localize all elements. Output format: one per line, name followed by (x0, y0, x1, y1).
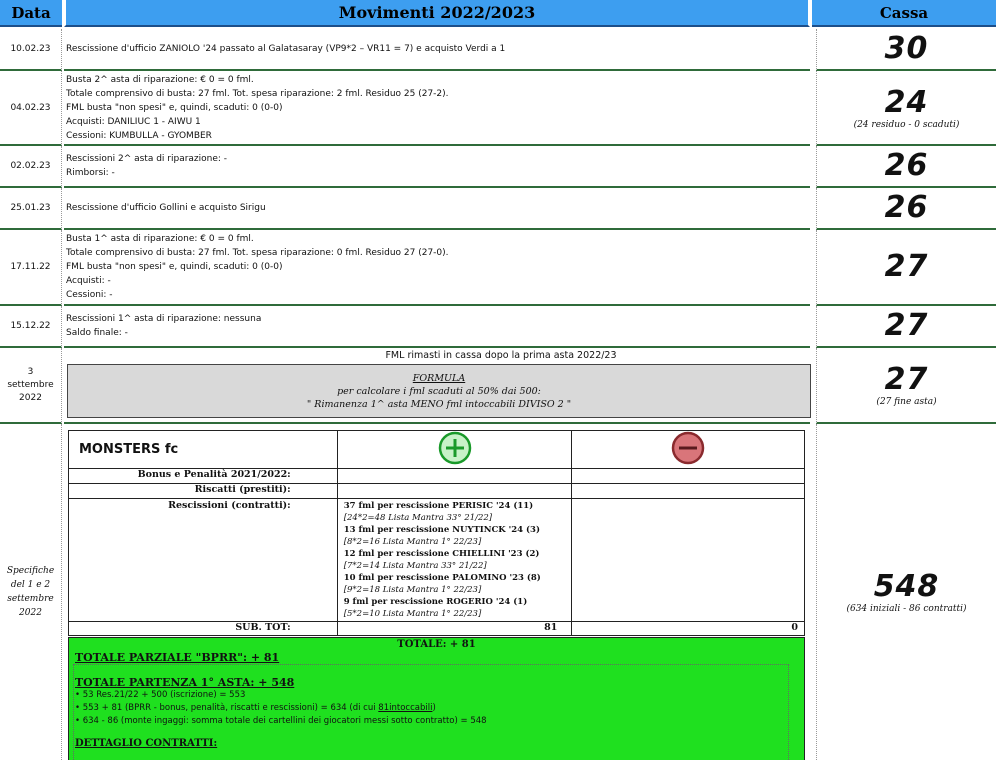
formula-title: FORMULA (412, 372, 466, 384)
rescission-detail: [24*2=48 Lista Mantra 33° 21/22] (343, 513, 493, 523)
totale: TOTALE: + 81 (397, 639, 476, 650)
cassa-value: 548 (873, 569, 940, 604)
rescission-detail: [7*2=14 Lista Mantra 33° 21/22] (343, 561, 487, 571)
rescission-entry: 13 fml per rescissione NUYTINCK '24 (3) (343, 525, 540, 535)
header-title: Movimenti 2022/2023 (64, 0, 810, 27)
header-cassa: Cassa (812, 0, 996, 27)
movement-row (0, 188, 996, 230)
row-date: 10.02.23 (0, 29, 62, 71)
row-date: 25.01.23 (0, 188, 62, 230)
row-date (0, 348, 62, 424)
bonus-minus (572, 469, 805, 484)
row-cassa (816, 306, 996, 348)
row-cassa (816, 424, 996, 760)
row-cassa (816, 348, 996, 424)
row-line: FML busta "non spesi" e, quindi, scaduti: 0 (0-0) (66, 262, 283, 272)
sept-title: FML rimasti in cassa dopo la prima asta 2022/23 (385, 350, 617, 361)
cassa-value: 26 (884, 148, 929, 183)
row-line: Saldo finale: - (66, 328, 128, 338)
cassa-note: (27 fine asta) (876, 397, 937, 407)
rescission-detail: [9*2=18 Lista Mantra 1° 22/23] (343, 585, 482, 595)
row-date: 15.12.22 (0, 306, 62, 348)
rescissions-list (337, 499, 572, 622)
formula-line: per calcolare i fml scaduti al 50% dai 500: (337, 385, 541, 397)
row-line: FML busta "non spesi" e, quindi, scaduti: 0 (0-0) (66, 102, 283, 113)
movement-row (0, 29, 996, 71)
label-bonus: Bonus e Penalità 2021/2022: (69, 469, 338, 484)
rescission-entry: 9 fml per rescissione ROGERIO '24 (1) (343, 597, 528, 607)
row-date: 02.02.23 (0, 146, 62, 188)
date-line: settembre (7, 379, 54, 390)
row-line: Acquisti: DANILIUC 1 - AIWU 1 (66, 116, 201, 127)
label-subtot: SUB. TOT: (69, 622, 338, 636)
spec-row (0, 424, 996, 760)
row-line: Rescissioni 1^ asta di riparazione: nessuna (66, 314, 262, 324)
subtot-minus: 0 (572, 622, 805, 636)
row-date: 17.11.22 (0, 230, 62, 306)
team-name: MONSTERS fc (69, 431, 338, 469)
rescission-entry: 10 fml per rescissione PALOMINO '23 (8) (343, 573, 541, 583)
row-line: Rescissione d'ufficio ZANIOLO '24 passato al Galatasaray (VP9*2 – VR11 = 7) e acquisto Verdi a 1 (66, 44, 506, 54)
rescission-entry: 12 fml per rescissione CHIELLINI '23 (2) (343, 549, 540, 559)
cassa-note: (634 iniziali - 86 contratti) (846, 604, 967, 614)
cassa-value: 27 (884, 249, 929, 284)
row-line: Totale comprensivo di busta: 27 fml. Tot. spesa riparazione: 0 fml. Residuo 27 (27-0). (66, 248, 449, 258)
bullet-text: • 553 + 81 (BPRR - bonus, penalità, riscatti e rescissioni) = 634 (di cui (75, 703, 379, 713)
bullet-line: • 634 - 86 (monte ingaggi: somma totale dei cartellini dei giocatori messi sotto contratto) = 548 (75, 716, 487, 726)
label-rescissioni: Rescissioni (contratti): (69, 499, 338, 622)
date-line: 3 (27, 366, 34, 377)
bullet-underlined: 81intoccabili (378, 703, 433, 713)
row-line: Acquisti: - (66, 276, 111, 286)
cassa-value: 30 (884, 31, 929, 66)
rescission-entry: 37 fml per rescissione PERISIC '24 (11) (343, 501, 534, 511)
label-riscatti: Riscatti (prestiti): (69, 484, 338, 499)
movement-row (0, 230, 996, 306)
row-line: Busta 1^ asta di riparazione: € 0 = 0 fml. (66, 234, 254, 244)
rescissions-minus (572, 499, 805, 622)
movement-row (0, 71, 996, 146)
plus-icon (438, 431, 472, 465)
row-cassa (816, 230, 996, 306)
row-description (64, 29, 810, 71)
date-line: 2022 (19, 608, 42, 618)
row-line: Cessioni: KUMBULLA - GYOMBER (66, 130, 212, 141)
date-line: Specifiche (6, 566, 55, 576)
row-cassa (816, 188, 996, 230)
riscatti-minus (572, 484, 805, 499)
row-date (0, 424, 62, 760)
movement-row (0, 146, 996, 188)
totale-parziale: TOTALE PARZIALE "BPRR": + 81 (75, 651, 280, 664)
september-row (0, 348, 996, 424)
cassa-value: 27 (884, 308, 929, 343)
date-line: settembre (7, 594, 54, 604)
row-line: Busta 2^ asta di riparazione: € 0 = 0 fml. (66, 74, 254, 85)
subtot-plus: 81 (337, 622, 572, 636)
row-cassa (816, 146, 996, 188)
bullet-text: ) (432, 703, 436, 713)
bonus-plus (337, 469, 572, 484)
row-cassa (816, 71, 996, 146)
row-description (64, 230, 810, 306)
cassa-value: 27 (884, 362, 929, 397)
formula-line: " Rimanenza 1^ asta MENO fml intoccabili DIVISO 2 " (306, 398, 572, 410)
row-date: 04.02.23 (0, 71, 62, 146)
row-description (64, 306, 810, 348)
minus-icon (671, 431, 705, 465)
movement-row (0, 306, 996, 348)
cassa-note: (24 residuo - 0 scaduti) (853, 119, 960, 130)
row-line: Rescissione d'ufficio Gollini e acquisto Sirigu (66, 203, 266, 213)
row-description (64, 188, 810, 230)
row-line: Cessioni: - (66, 290, 113, 300)
cassa-value: 24 (884, 84, 929, 120)
row-description (64, 146, 810, 188)
dettaglio-contratti: DETTAGLIO CONTRATTI: (75, 738, 218, 749)
row-description (64, 71, 810, 146)
bullet-line: • 53 Res.21/22 + 500 (iscrizione) = 553 (75, 690, 246, 700)
totals-panel (68, 637, 805, 760)
rescission-detail: [8*2=16 Lista Mantra 1° 22/23] (343, 537, 482, 547)
row-cassa (816, 29, 996, 71)
date-line: del 1 e 2 (10, 580, 51, 590)
formula-box (67, 364, 811, 418)
rescission-detail: [5*2=10 Lista Mantra 1° 22/23] (343, 609, 482, 619)
cassa-value: 26 (884, 190, 929, 225)
minus-column-header (572, 431, 805, 469)
bullet-line (69, 702, 804, 715)
riscatti-plus (337, 484, 572, 499)
header-date: Data (0, 0, 62, 27)
date-line: 2022 (19, 392, 42, 403)
plus-column-header (337, 431, 572, 469)
totale-partenza: TOTALE PARTENZA 1° ASTA: + 548 (75, 676, 295, 689)
row-line: Rimborsi: - (66, 168, 115, 178)
monsters-table (68, 430, 805, 636)
row-line: Rescissioni 2^ asta di riparazione: - (66, 154, 228, 164)
row-line: Totale comprensivo di busta: 27 fml. Tot. spesa riparazione: 2 fml. Residuo 25 (27-2). (66, 88, 449, 99)
